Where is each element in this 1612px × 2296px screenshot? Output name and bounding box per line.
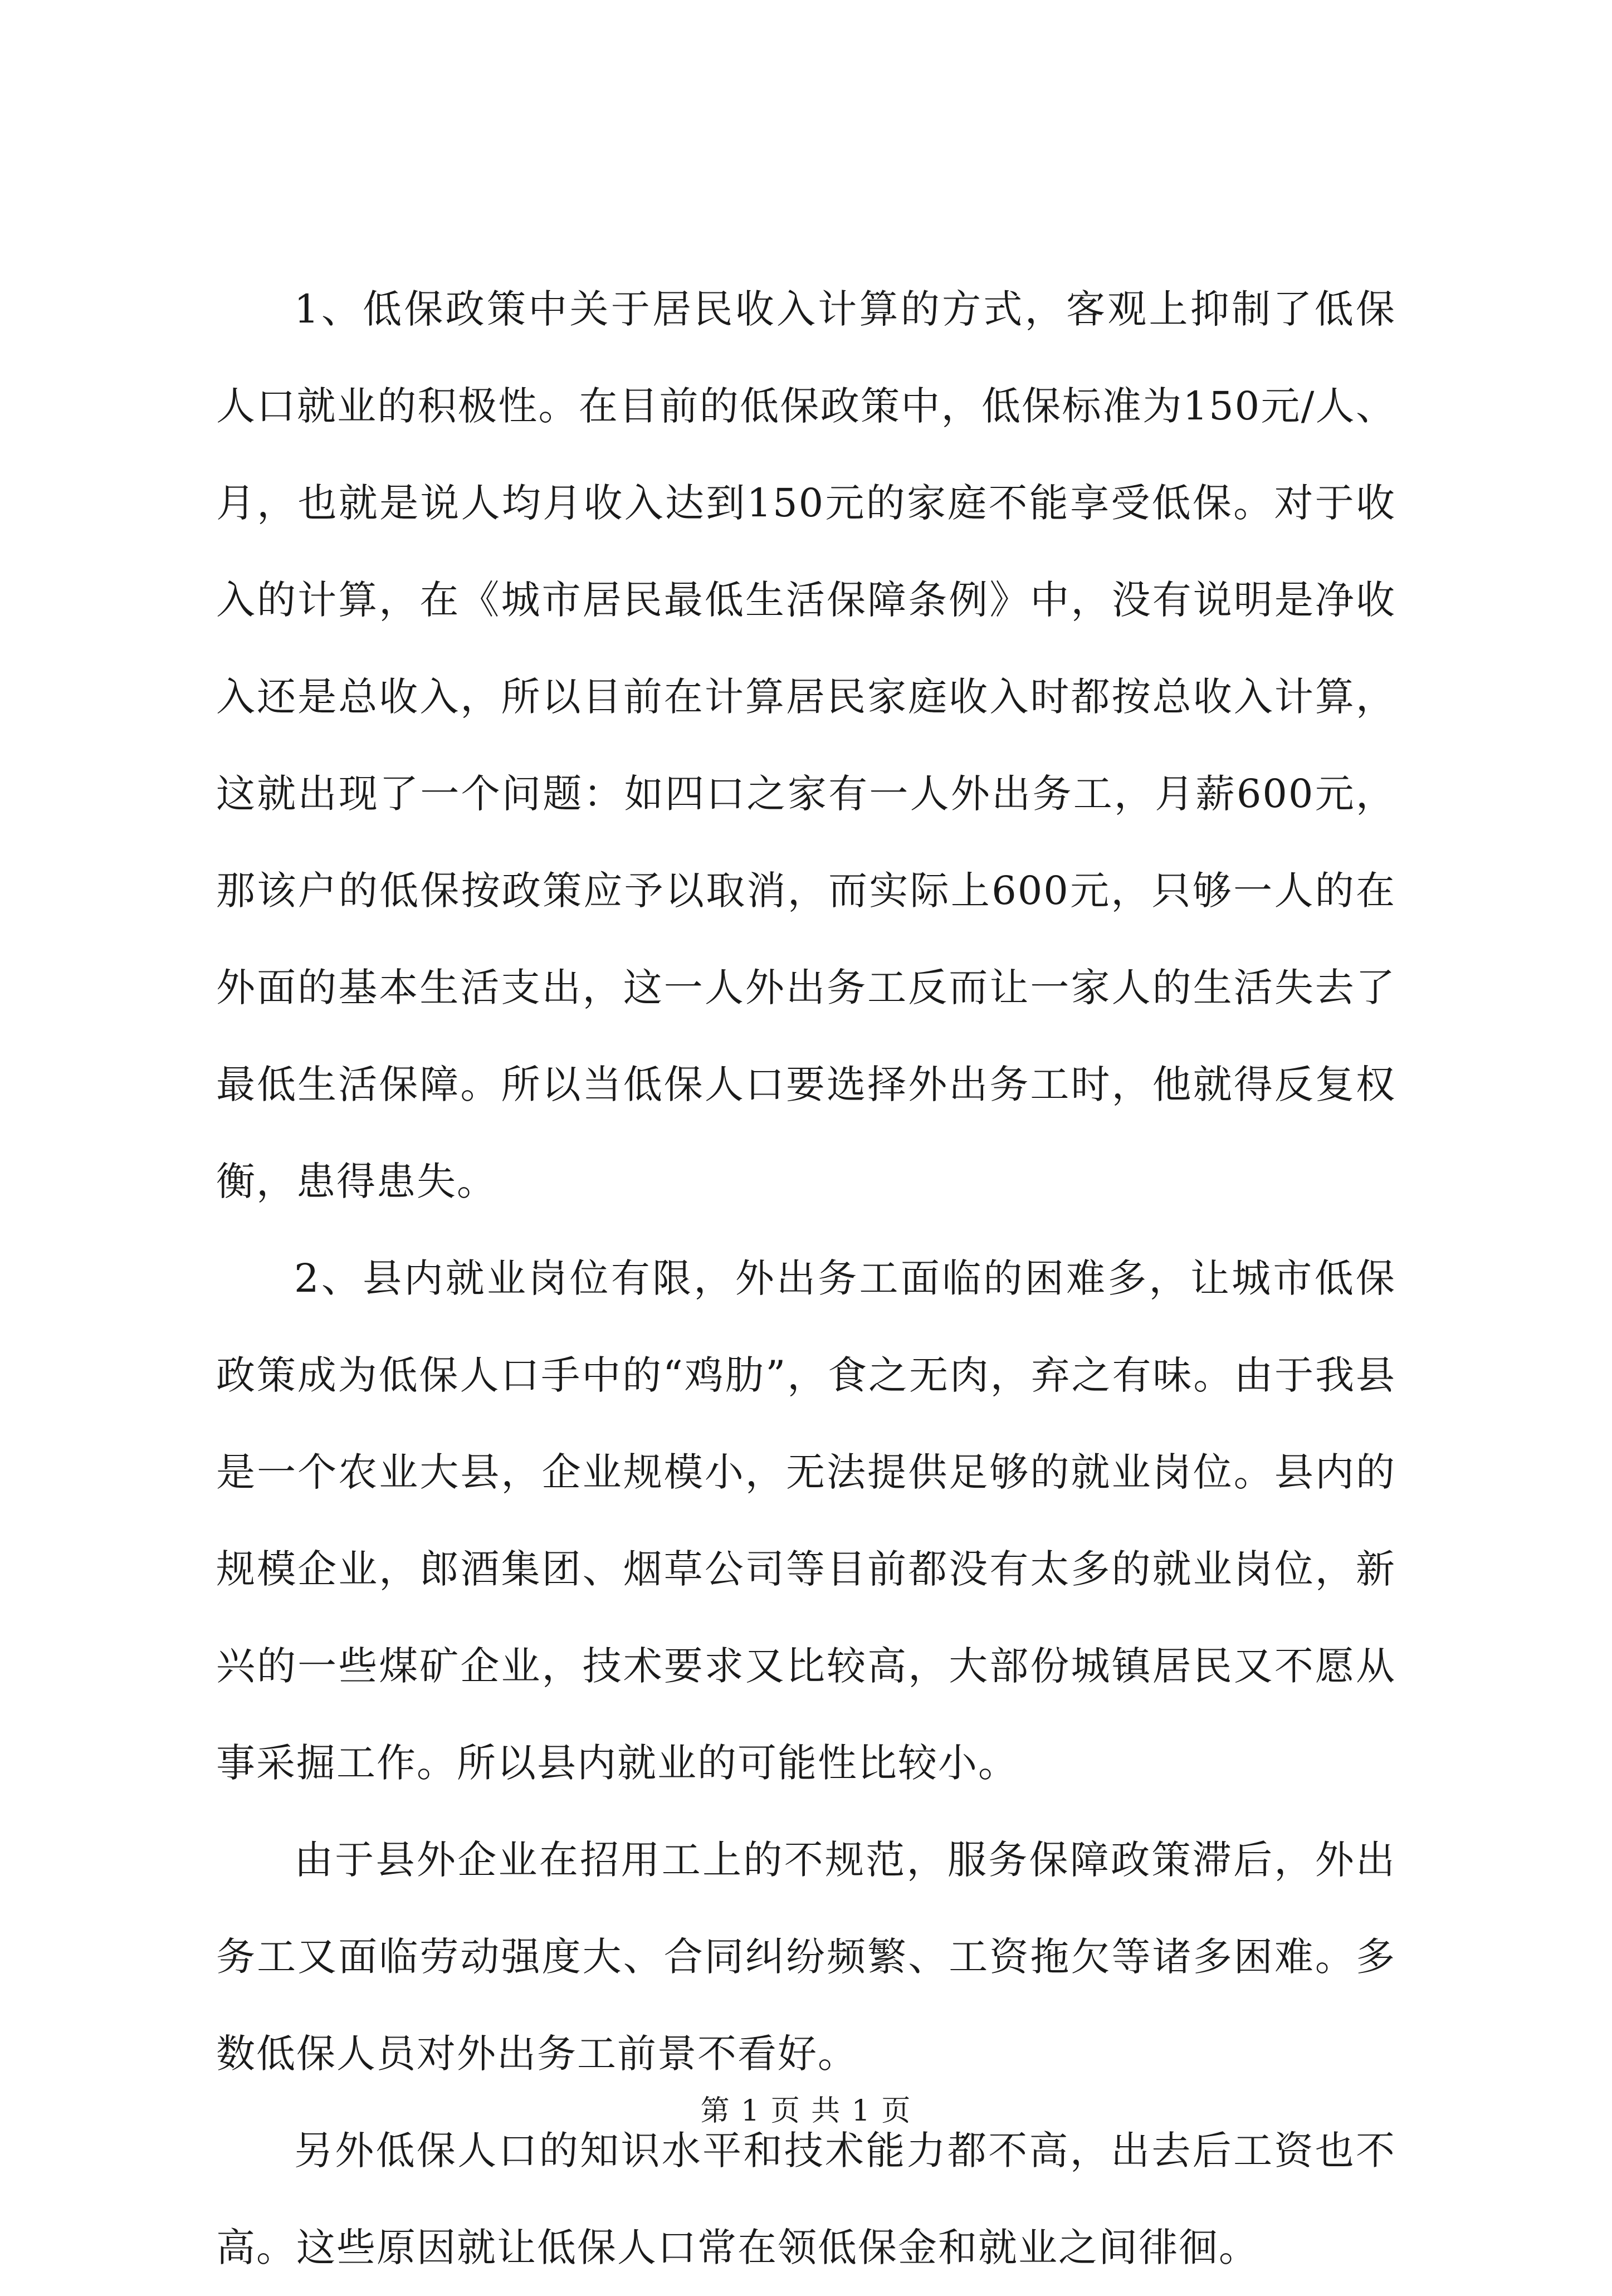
paragraph-4: 另外低保人口的知识水平和技术能力都不高，出去后工资也不高。这些原因就让低保人口常在领低保金和就业之间徘徊。 <box>216 2128 1396 2270</box>
page-footer: 第 1 页 共 1 页 <box>700 2094 912 2128</box>
paragraph-2: 2、县内就业岗位有限，外出务工面临的困难多，让城市低保政策成为低保人口手中的“鸡肋”，食之无肉，弃之有味。由于我县是一个农业大县，企业规模小，无法提供足够的就业岗位。县内的规模企业，郎酒集团、烟草公司等目前都没有太多的就业岗位，新兴的一些煤矿企业，技术要求又比较高，大部份城镇居民又不愿从事采掘工作。所以县内就业的可能性比较小。 <box>216 1256 1396 1786</box>
paragraph-3: 由于县外企业在招用工上的不规范，服务保障政策滞后，外出务工又面临劳动强度大、合同纠纷频繁、工资拖欠等诸多困难。多数低保人员对外出务工前景不看好。 <box>216 1837 1396 2077</box>
document-body <box>216 261 1396 2296</box>
paragraph-1: 1、低保政策中关于居民收入计算的方式，客观上抑制了低保人口就业的积极性。在目前的低保政策中，低保标准为150元/人、月，也就是说人均月收入达到150元的家庭不能享受低保。对于收入的计算，在《城市居民最低生活保障条例》中，没有说明是净收入还是总收入，所以目前在计算居民家庭收入时都按总收入计算，这就出现了一个问题：如四口之家有一人外出务工，月薪600元，那该户的低保按政策应予以取消，而实际上600元，只够一人的在外面的基本生活支出，这一人外出务工反而让一家人的生活失去了最低生活保障。所以当低保人口要选择外出务工时，他就得反复权衡，患得患失。 <box>216 286 1396 1204</box>
